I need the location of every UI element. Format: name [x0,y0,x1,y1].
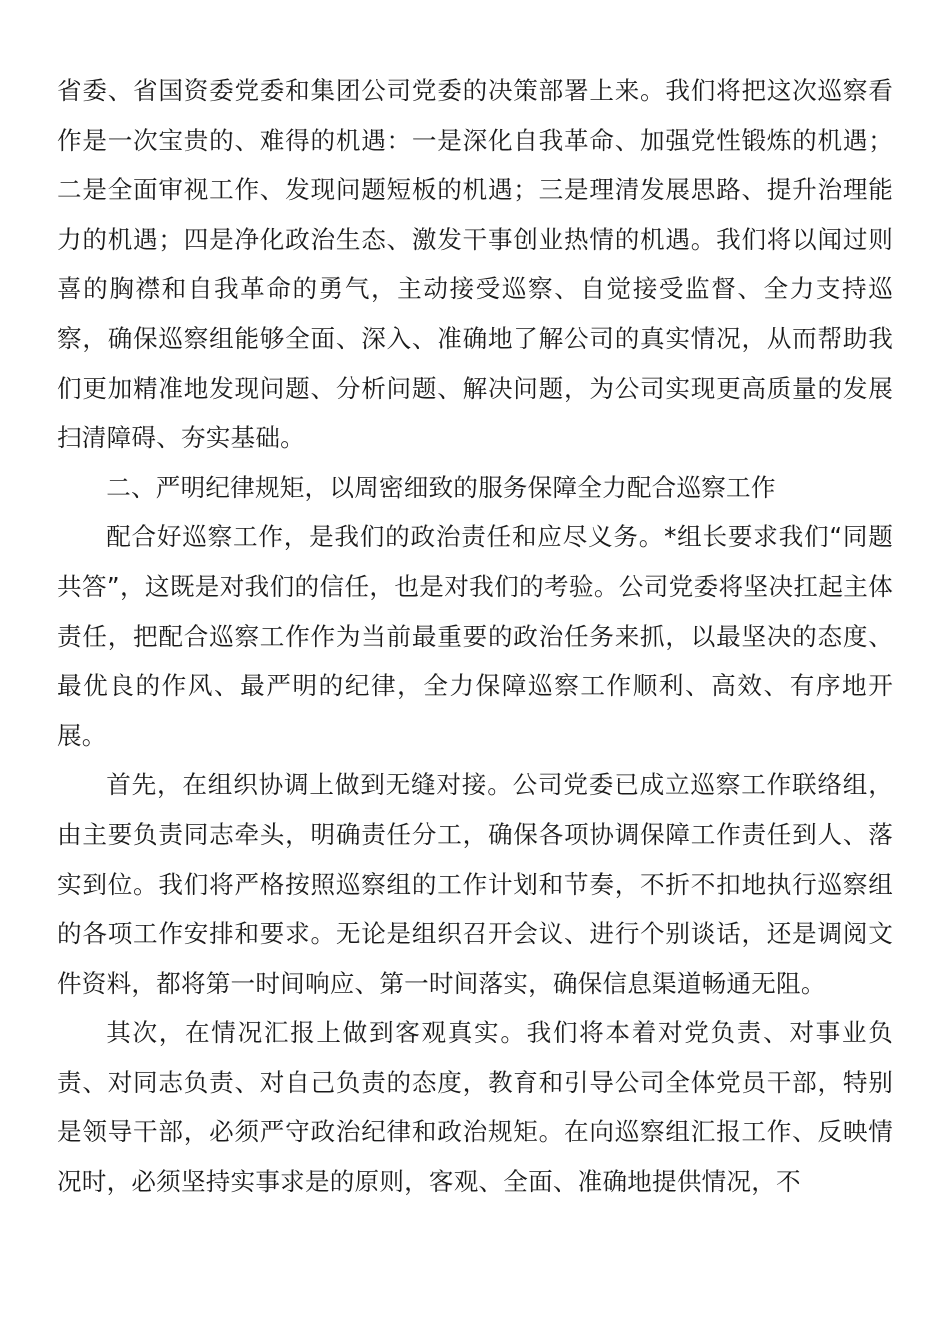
section-heading-2: 二、严明纪律规矩，以周密细致的服务保障全力配合巡察工作 [106,472,776,502]
document-body [57,66,893,1207]
paragraph-first-coordination: 首先，在组织协调上做到无缝对接。公司党委已成立巡察工作联络组，由主要负责同志牵头，明确责任分工，确保各项协调保障工作责任到人、落实到位。我们将严格按照巡察组的工作计划和节奏，不折不扣地执行巡察组的各项工作安排和要求。无论是组织召开会议、进行个别谈话，还是调阅文件资料，都将第一时间响应、第一时间落实，确保信息渠道畅通无阻。 [57,770,893,998]
paragraph-cooperation: 配合好巡察工作，是我们的政治责任和应尽义务。*组长要求我们“同题共答”，这既是对我们的信任，也是对我们的考验。公司党委将坚决扛起主体责任，把配合巡察工作作为当前最重要的政治任务来抓，以最坚决的态度、最优良的作风、最严明的纪律，全力保障巡察工作顺利、高效、有序地开展。 [57,522,893,750]
paragraph-second-reporting: 其次，在情况汇报上做到客观真实。我们将本着对党负责、对事业负责、对同志负责、对自己负责的态度，教育和引导公司全体党员干部，特别是领导干部，必须严守政治纪律和政治规矩。在向巡察组汇报工作、反映情况时，必须坚持实事求是的原则，客观、全面、准确地提供情况，不 [57,1018,893,1197]
paragraph-intro-continued: 省委、省国资委党委和集团公司党委的决策部署上来。我们将把这次巡察看作是一次宝贵的、难得的机遇：一是深化自我革命、加强党性锻炼的机遇；二是全面审视工作、发现问题短板的机遇；三是理清发展思路、提升治理能力的机遇；四是净化政治生态、激发干事创业热情的机遇。我们将以闻过则喜的胸襟和自我革命的勇气，主动接受巡察、自觉接受监督、全力支持巡察，确保巡察组能够全面、深入、准确地了解公司的真实情况，从而帮助我们更加精准地发现问题、分析问题、解决问题，为公司实现更高质量的发展扫清障碍、夯实基础。 [57,76,893,453]
